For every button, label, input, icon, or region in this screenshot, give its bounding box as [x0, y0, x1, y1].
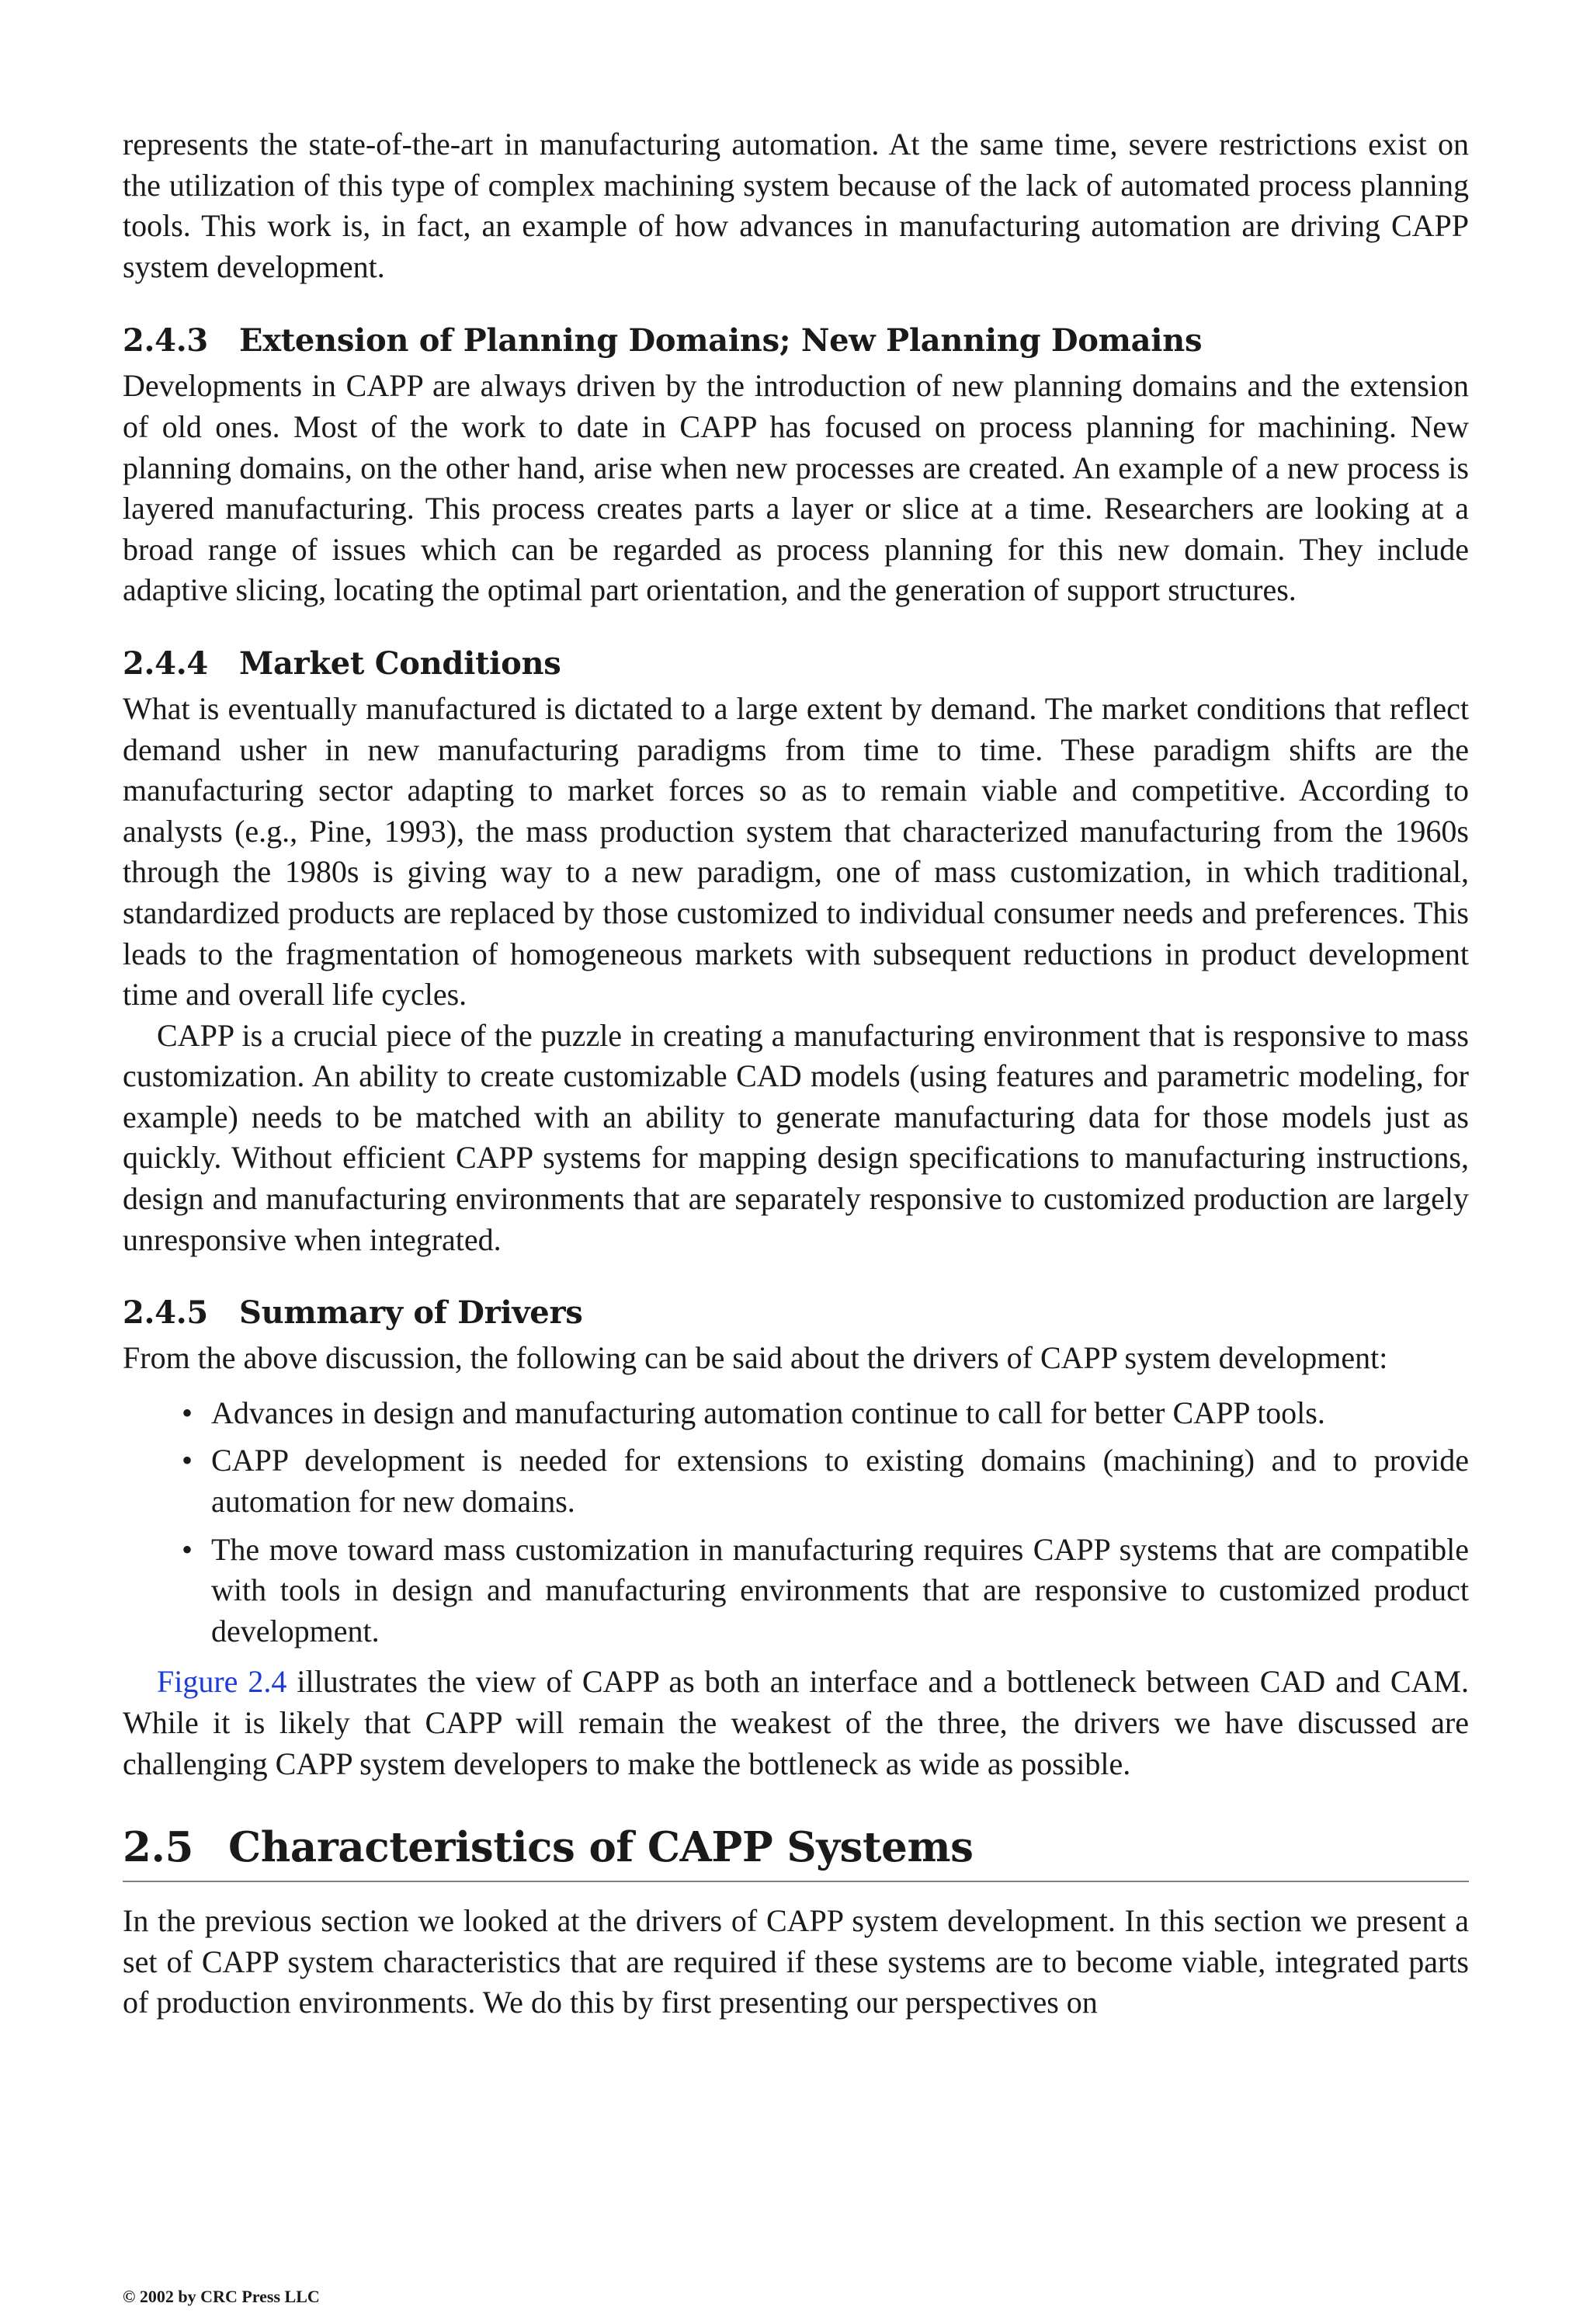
section-2-4-5-paragraph-2: [123, 1662, 1469, 1784]
section-2-5-heading: [123, 1822, 1469, 1873]
figure-2-4-link[interactable]: Figure 2.4: [157, 1664, 287, 1700]
list-item: [182, 1393, 1469, 1434]
copyright-footer: © 2002 by CRC Press LLC: [123, 2287, 320, 2306]
list-item: [182, 1440, 1469, 1522]
list-item-text: The move toward mass customization in manufacturing requires CAPP systems that are compatible with tools in design and manufacturing environments that are responsive to customized product development.: [211, 1531, 1469, 1648]
section-title: Characteristics of CAPP Systems: [228, 1823, 974, 1872]
intro-paragraph: represents the state-of-the-art in manufacturing automation. At the same time, severe restrictions exist on the utilization of this type of complex machining system because of the lack of automated process planning tools. This work is, in fact, an example of how advances in manufacturing automation are driving CAPP system development.: [123, 127, 1469, 284]
section-number: 2.4.4: [123, 644, 208, 682]
section-2-4-3-heading: [123, 321, 1469, 361]
bullet-icon: •: [182, 1531, 193, 1567]
drivers-list: [123, 1393, 1469, 1652]
section-2-4-4-paragraph-1: What is eventually manufactured is dictated to a large extent by demand. The market conditions that reflect demand usher in new manufacturing paradigms from time to time. These paradigm shifts are the manufacturing sector adapting to market forces so as to remain viable and competitive. According to analysts (e.g., Pine, 1993), the mass production system that characterized manufacturing from the 1960s through the 1980s is giving way to a new paradigm, one of mass customization, in which traditional, standardized products are replaced by those customized to individual consumer needs and preferences. This leads to the fragmentation of homogeneous markets with subsequent reductions in product development time and overall life cycles.: [123, 690, 1469, 1013]
list-item-text: Advances in design and manufacturing automation continue to call for better CAPP tools.: [211, 1395, 1325, 1430]
section-2-4-3-paragraph: Developments in CAPP are always driven by the introduction of new planning domains and the extension of old ones. Most of the work to date in CAPP has focused on process planning for machining. New planning domains, on the other hand, arise when new processes are created. An example of a new process is layered manufacturing. This process creates parts a layer or slice at a time. Researchers are looking at a broad range of issues which can be regarded as process planning for this new domain. They include adaptive slicing, locating the optimal part orientation, and the generation of support structures.: [123, 368, 1469, 608]
section-divider: [123, 1881, 1469, 1882]
section-title: Summary of Drivers: [239, 1294, 583, 1332]
bullet-icon: •: [182, 1395, 193, 1430]
section-number: 2.4.5: [123, 1294, 208, 1332]
section-2-5-paragraph: In the previous section we looked at the drivers of CAPP system development. In this section we present a set of CAPP system characteristics that are required if these systems are to become viable, integrated parts of production environments. We do this by first presenting our perspectives on: [123, 1903, 1469, 2020]
bullet-icon: •: [182, 1443, 193, 1478]
section-2-4-4-paragraph-2: CAPP is a crucial piece of the puzzle in creating a manufacturing environment that is responsive to mass customization. An ability to create customizable CAD models (using features and parametric modeling, for example) needs to be matched with an ability to generate manufacturing data for those models just as quickly. Without efficient CAPP systems for mapping design specifications to manufacturing instructions, design and manufacturing environments that are separately responsive to customized production are largely unresponsive when integrated.: [123, 1017, 1469, 1257]
section-number: 2.4.3: [123, 322, 208, 360]
paragraph-text: illustrates the view of CAPP as both an interface and a bottleneck between CAD and CAM. While it is likely that CAPP will remain the weakest of the three, the drivers we have discussed are challenging CAPP system developers to make the bottleneck as wide as possible.: [123, 1664, 1469, 1781]
section-number: 2.5: [123, 1823, 194, 1872]
section-2-4-5-heading: [123, 1293, 1469, 1333]
section-title: Market Conditions: [239, 644, 561, 682]
list-item-text: CAPP development is needed for extensions to existing domains (machining) and to provide automation for new domains.: [211, 1443, 1469, 1520]
section-2-4-5-paragraph-1: From the above discussion, the following can be said about the drivers of CAPP system development:: [123, 1340, 1388, 1376]
section-2-4-4-heading: [123, 644, 1469, 684]
page-body: [123, 124, 1469, 2024]
section-title: Extension of Planning Domains; New Planning Domains: [239, 322, 1203, 360]
list-item: [182, 1530, 1469, 1652]
